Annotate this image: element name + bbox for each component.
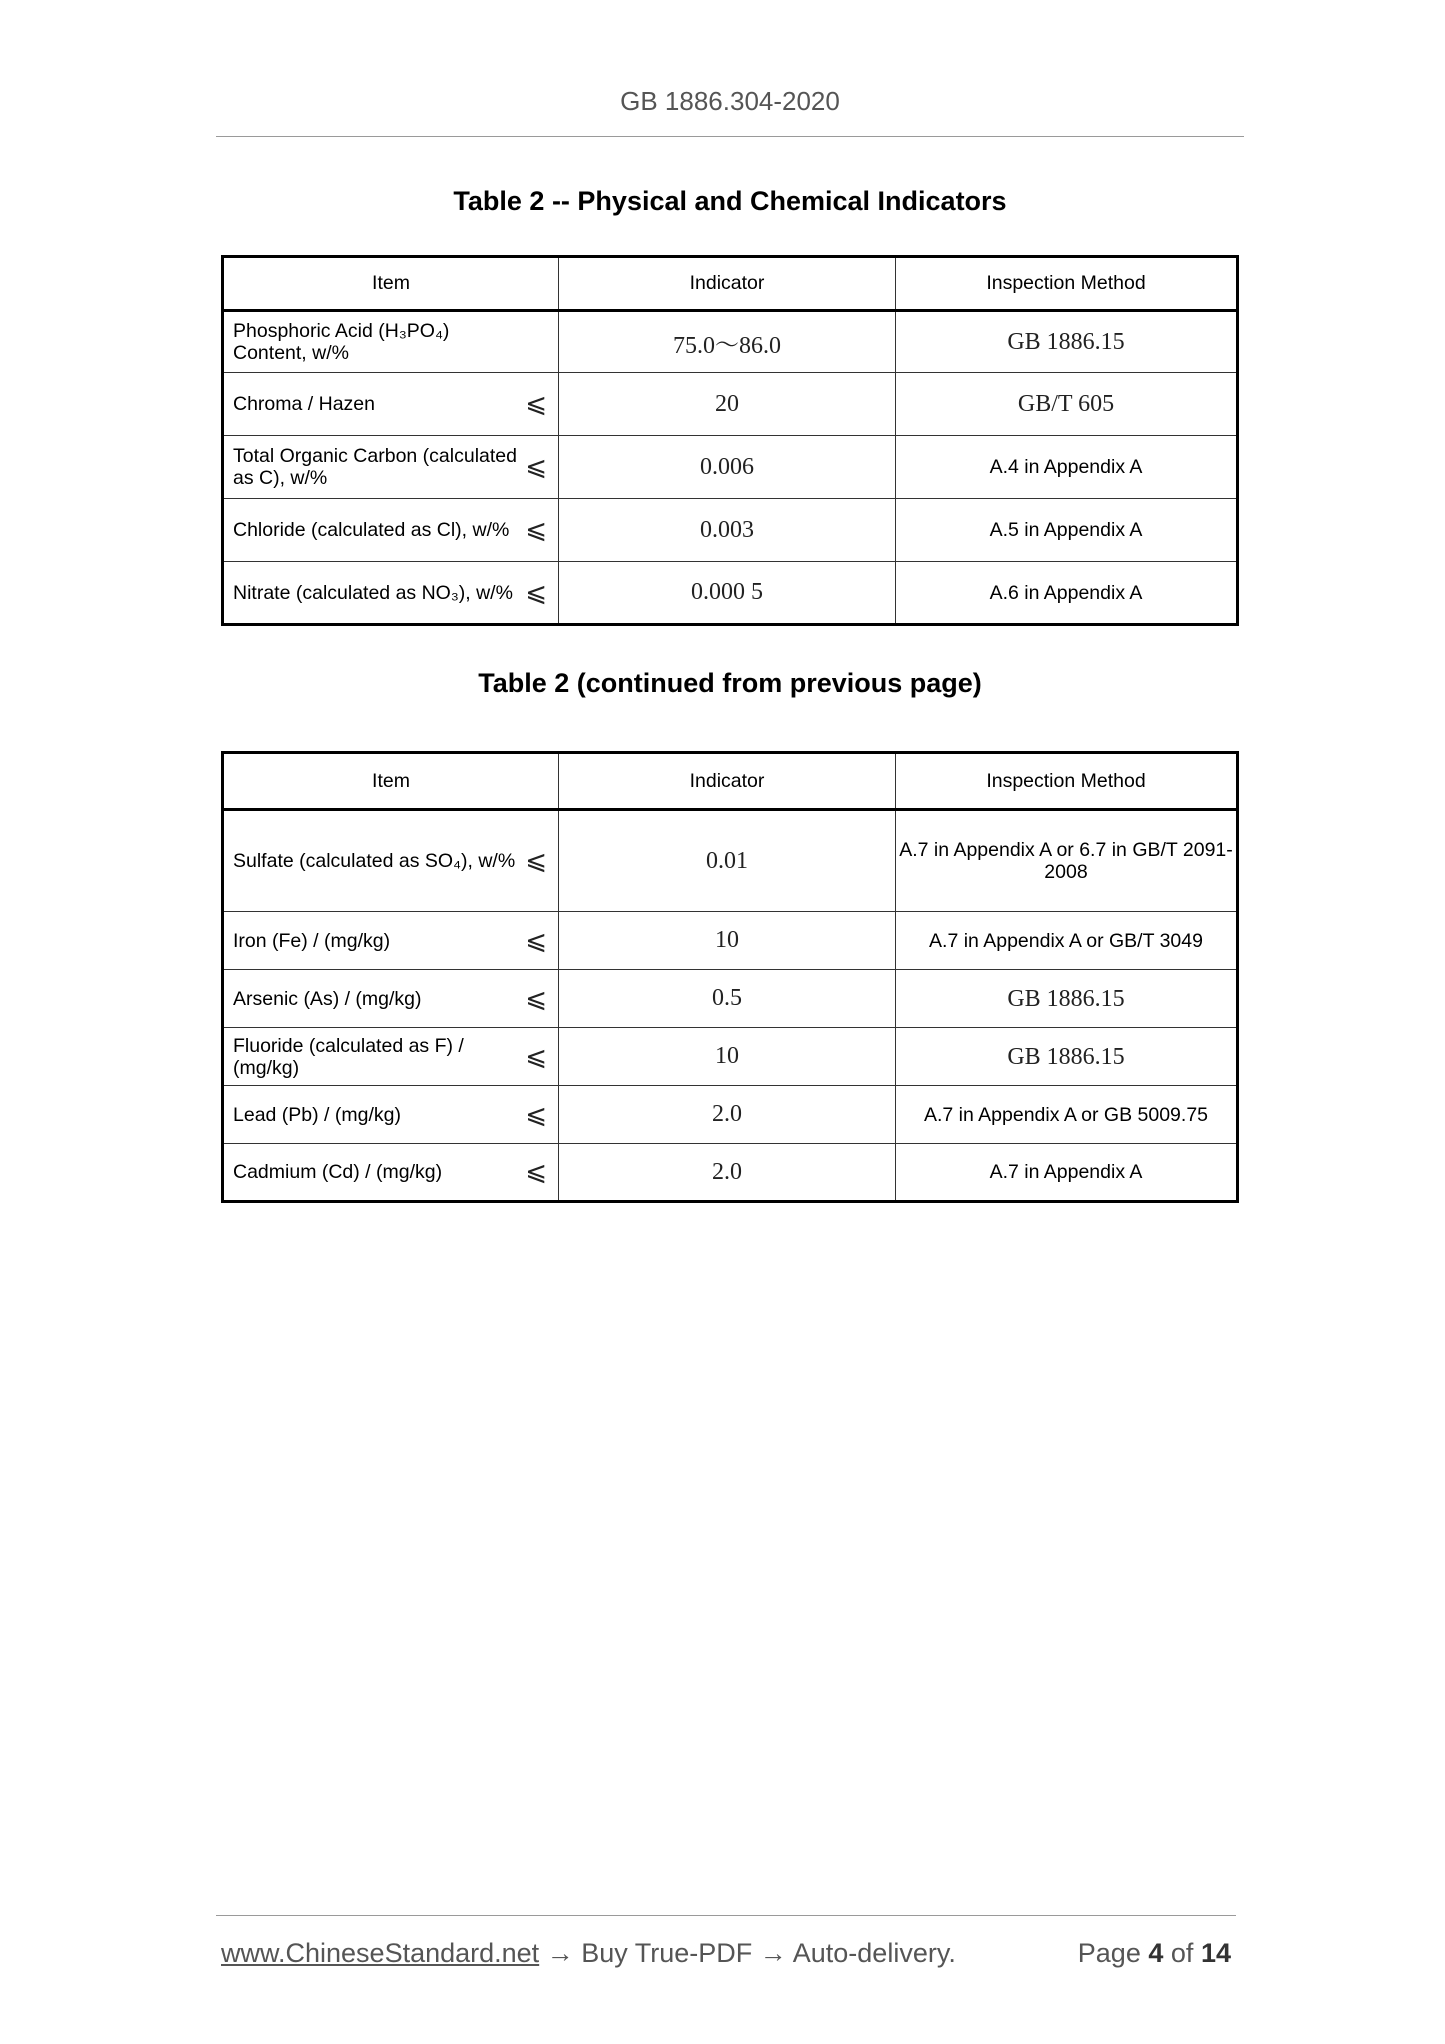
table-row bbox=[223, 1144, 1238, 1202]
less-equal-sign: ⩽ bbox=[525, 452, 547, 482]
column-header-inspection-method: Inspection Method bbox=[896, 753, 1238, 810]
table2-caption: Table 2 (continued from previous page) bbox=[478, 668, 982, 698]
less-equal-sign: ⩽ bbox=[525, 1099, 547, 1130]
item-label: Arsenic (As) / (mg/kg) bbox=[233, 987, 422, 1010]
header-divider bbox=[216, 136, 1244, 137]
item-cell bbox=[223, 1028, 559, 1086]
item-label: Phosphoric Acid (H₃PO₄) Content, w/% bbox=[233, 320, 450, 364]
indicator-value: 0.003 bbox=[559, 499, 896, 562]
less-equal-sign: ⩽ bbox=[525, 1157, 547, 1187]
less-equal-sign: ⩽ bbox=[525, 389, 547, 419]
indicator-value: 2.0 bbox=[559, 1086, 896, 1144]
item-label: Sulfate (calculated as SO₄), w/% bbox=[233, 850, 516, 872]
item-cell bbox=[223, 1086, 559, 1144]
column-header-indicator: Indicator bbox=[559, 753, 896, 810]
table-row bbox=[223, 373, 1238, 436]
table-row bbox=[223, 810, 1238, 912]
indicator-value: 0.5 bbox=[559, 970, 896, 1028]
table-row bbox=[223, 1028, 1238, 1086]
promo-text: → Buy True-PDF → Auto-delivery. bbox=[546, 1938, 956, 1968]
table1-caption: Table 2 -- Physical and Chemical Indicators bbox=[453, 186, 1007, 216]
page-indicator bbox=[1078, 1938, 1231, 1969]
indicator-value: 10 bbox=[559, 1028, 896, 1086]
less-equal-sign: ⩽ bbox=[525, 577, 547, 608]
item-label: Fluoride (calculated as F) / (mg/kg) bbox=[233, 1034, 464, 1079]
page-current: 4 bbox=[1148, 1938, 1164, 1968]
less-equal-sign: ⩽ bbox=[525, 925, 547, 956]
table-row bbox=[223, 970, 1238, 1028]
page-total: 14 bbox=[1200, 1938, 1231, 1968]
indicator-value: 0.000 5 bbox=[559, 562, 896, 625]
table-row bbox=[223, 912, 1238, 970]
less-equal-sign: ⩽ bbox=[525, 983, 547, 1014]
indicator-value: 0.006 bbox=[559, 436, 896, 499]
inspection-method: A.6 in Appendix A bbox=[896, 562, 1238, 625]
column-header-indicator: Indicator bbox=[559, 257, 896, 311]
inspection-method: A.4 in Appendix A bbox=[896, 436, 1238, 499]
column-header-item: Item bbox=[223, 257, 559, 311]
footer-divider bbox=[216, 1915, 1236, 1916]
less-equal-sign: ⩽ bbox=[525, 1041, 547, 1072]
indicator-value: 0.01 bbox=[559, 810, 896, 912]
item-label: Total Organic Carbon (calculated as C), w/% bbox=[233, 445, 517, 489]
inspection-method: GB 1886.15 bbox=[896, 1028, 1238, 1086]
item-cell bbox=[223, 499, 559, 562]
page-of-label: of bbox=[1170, 1938, 1194, 1968]
item-cell bbox=[223, 810, 559, 912]
page-label: Page bbox=[1077, 1938, 1141, 1968]
inspection-method: A.5 in Appendix A bbox=[896, 499, 1238, 562]
inspection-method: A.7 in Appendix A or GB/T 3049 bbox=[896, 912, 1238, 970]
inspection-method: GB/T 605 bbox=[896, 373, 1238, 436]
item-label: Nitrate (calculated as NO₃), w/% bbox=[233, 581, 513, 604]
table-row bbox=[223, 436, 1238, 499]
page-footer bbox=[221, 1938, 1231, 1969]
item-label: Cadmium (Cd) / (mg/kg) bbox=[233, 1161, 443, 1183]
item-label: Iron (Fe) / (mg/kg) bbox=[233, 929, 391, 952]
inspection-method: GB 1886.15 bbox=[896, 970, 1238, 1028]
inspection-method: A.7 in Appendix A or 6.7 in GB/T 2091-2008 bbox=[896, 810, 1238, 912]
table-row bbox=[223, 311, 1238, 373]
inspection-method: GB 1886.15 bbox=[896, 311, 1238, 373]
column-header-inspection-method: Inspection Method bbox=[896, 257, 1238, 311]
inspection-method: A.7 in Appendix A or GB 5009.75 bbox=[896, 1086, 1238, 1144]
indicator-value: 2.0 bbox=[559, 1144, 896, 1202]
inspection-method: A.7 in Appendix A bbox=[896, 1144, 1238, 1202]
item-cell bbox=[223, 562, 559, 625]
item-cell bbox=[223, 311, 559, 373]
website-link[interactable]: www.ChineseStandard.net bbox=[221, 1938, 540, 1968]
item-cell bbox=[223, 373, 559, 436]
table-row bbox=[223, 562, 1238, 625]
table-row bbox=[223, 1086, 1238, 1144]
item-label: Lead (Pb) / (mg/kg) bbox=[233, 1103, 401, 1126]
indicator-value: 75.0～86.0 bbox=[559, 311, 896, 373]
item-cell bbox=[223, 912, 559, 970]
indicator-value: 10 bbox=[559, 912, 896, 970]
table-row bbox=[223, 499, 1238, 562]
item-cell bbox=[223, 1144, 559, 1202]
item-cell bbox=[223, 970, 559, 1028]
less-equal-sign: ⩽ bbox=[525, 515, 547, 545]
item-cell bbox=[223, 436, 559, 499]
continued-indicators-table bbox=[221, 751, 1239, 1203]
column-header-item: Item bbox=[223, 753, 559, 810]
item-label: Chloride (calculated as Cl), w/% bbox=[233, 519, 510, 541]
less-equal-sign: ⩽ bbox=[525, 846, 547, 876]
item-label: Chroma / Hazen bbox=[233, 393, 375, 415]
physical-chemical-indicators-table bbox=[221, 255, 1239, 626]
document-id-header: GB 1886.304-2020 bbox=[620, 86, 840, 116]
indicator-value: 20 bbox=[559, 373, 896, 436]
